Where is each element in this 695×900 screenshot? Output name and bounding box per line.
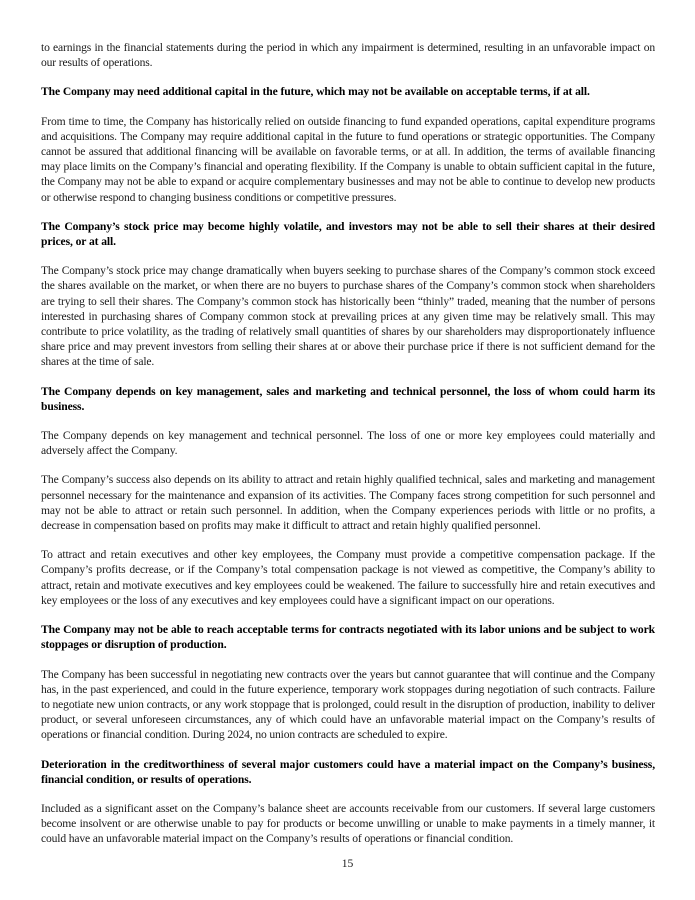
paragraph-key-personnel-2: The Company’s success also depends on its ability to attract and retain highly qualified technical, sales and marketing and management personnel necessary for the maintenance and expansion of its activities. The Company faces strong competition for such personnel and may not be able to attract or retain such personnel. In addition, when the Company experiences periods with little or no profits, a decrease in compensation based on profits may make it difficult to attract and retain highly qualified personnel. xyxy=(41,473,655,533)
risk-heading-stock-volatility: The Company’s stock price may become highly volatile, and investors may not be able to sell their shares at their desired prices, or at all. xyxy=(41,219,655,249)
risk-heading-additional-capital: The Company may need additional capital in the future, which may not be available on acceptable terms, if at all. xyxy=(41,85,590,99)
paragraph-stock-volatility: The Company’s stock price may change dramatically when buyers seeking to purchase shares of the Company’s common stock exceed the shares available on the market, or when there are no buyers to purchase shares of the Company’s common stock when shareholders are trying to sell their shares. The Company’s common stock has historically been “thinly” traded, meaning that the number of persons interested in purchasing shares of Company common stock at prevailing prices at any given time may be relatively small. This may contribute to price volatility, as the trading of relatively small quantities of shares by our shareholders may disproportionately influence share price and may prevent investors from selling their shares at or above their purchase price if there is not sufficient demand for the shares at the time of sale. xyxy=(41,264,655,369)
paragraph-additional-capital: From time to time, the Company has historically relied on outside financing to fund expanded operations, capital expenditure programs and acquisitions. The Company may require additional capital in the future to fund operations or strategic opportunities. The Company cannot be assured that additional financing will be available on favorable terms, or at all. In addition, the terms of available financing may place limits on the Company’s financial and operating flexibility. If the Company is unable to obtain sufficient capital in the future, the Company may not be able to expand or acquire complementary businesses and may not be able to continue to develop new products or otherwise respond to changing business conditions or competitive pressures. xyxy=(41,114,655,204)
risk-heading-key-personnel: The Company depends on key management, sales and marketing and technical personnel, the loss of whom could harm its business. xyxy=(41,384,655,413)
risk-heading-labor-unions: The Company may not be able to reach acceptable terms for contracts negotiated with its labor unions and be subject to work stoppages or disruption of production. xyxy=(41,623,655,652)
document-page xyxy=(41,40,655,861)
paragraph-labor-unions: The Company has been successful in negotiating new contracts over the years but cannot guarantee that will continue and the Company has, in the past experienced, and could in the future experience, temporary work stoppages during negotiation of such contracts. Failure to negotiate new union contracts, or any work stoppage that is prolonged, could result in the disruption of production, inability to deliver product, or several unforeseen circumstances, any of which could have an unfavorable material impact on the Company’s results of operations or financial condition. During 2024, no union contracts are scheduled to expire. xyxy=(41,667,655,742)
paragraph-key-personnel-3: To attract and retain executives and other key employees, the Company must provide a competitive compensation package. If the Company’s profits decrease, or if the Company’s total compensation package is not viewed as competitive, the Company’s ability to attract, retain and motivate executives and key employees could be weakened. The failure to successfully hire and retain executives and key employees or the loss of any executives and key employees could have a significant impact on our operations. xyxy=(41,548,655,607)
page-number: 15 xyxy=(341,857,354,870)
paragraph-customer-creditworthiness: Included as a significant asset on the Company’s balance sheet are accounts receivable from our customers. If several large customers become insolvent or are otherwise unable to pay for products or become unwilling or unable to make payments in a timely manner, it could have an unfavorable material impact on the Company’s results of operations or financial condition. xyxy=(41,801,655,846)
paragraph-key-personnel-1: The Company depends on key management and technical personnel. The loss of one or more key employees could materially and adversely affect the Company. xyxy=(41,429,655,458)
continuation-paragraph: to earnings in the financial statements during the period in which any impairment is determined, resulting in an unfavorable impact on our results of operations. xyxy=(41,41,655,70)
risk-heading-customer-creditworthiness: Deterioration in the creditworthiness of several major customers could have a material impact on the Company’s business, financial condition, or results of operations. xyxy=(41,757,655,786)
